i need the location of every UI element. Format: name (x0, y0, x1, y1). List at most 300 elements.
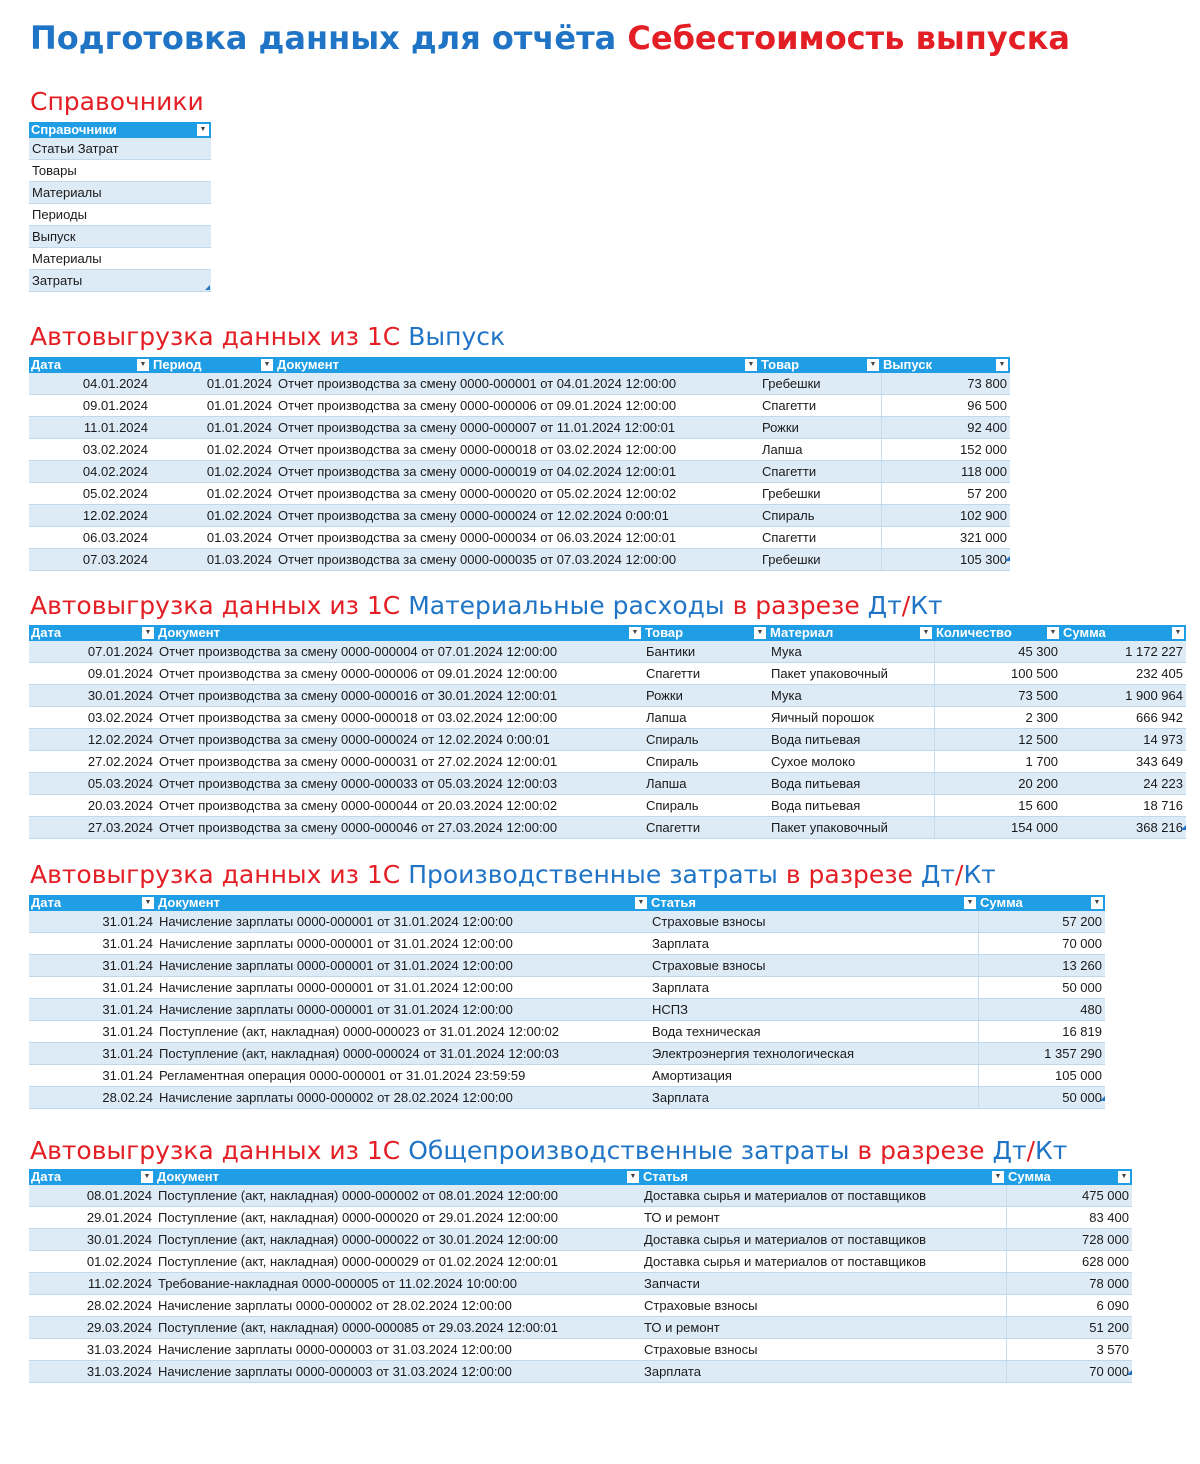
table-cell[interactable]: 73 500 (934, 685, 1061, 707)
materials-heading-dt: Дт (867, 591, 902, 620)
table-cell[interactable]: Спираль (643, 729, 768, 751)
materials-column-header[interactable] (29, 625, 156, 641)
table-cell[interactable]: 666 942 (1061, 707, 1186, 729)
table-row (29, 373, 1010, 395)
table-cell[interactable]: Зарплата (649, 933, 978, 955)
directory-item[interactable]: Выпуск (29, 226, 211, 248)
table-cell[interactable]: Спираль (643, 795, 768, 817)
column-header-label: Документ (157, 1169, 219, 1184)
filter-dropdown-icon[interactable]: ▼ (261, 359, 273, 371)
table-cell[interactable]: Отчет производства за смену 0000-000024 от 12.02.2024 0:00:01 (156, 729, 643, 751)
table-row (29, 773, 1186, 795)
table-cell[interactable]: 152 000 (881, 439, 1010, 461)
column-header-label: Товар (645, 625, 684, 640)
table-cell[interactable]: Начисление зарплаты 0000-000002 от 28.02.2024 12:00:00 (155, 1295, 641, 1317)
table-cell[interactable]: 30.01.2024 (29, 1229, 155, 1251)
table-row (29, 527, 1010, 549)
list-item (29, 182, 211, 204)
table-cell[interactable]: Спагетти (759, 527, 881, 549)
materials-heading-kt: Кт (910, 591, 943, 620)
directory-item[interactable]: Товары (29, 160, 211, 182)
table-cell[interactable]: 480 (978, 999, 1105, 1021)
table-cell[interactable]: 3 570 (1006, 1339, 1132, 1361)
table-row (29, 461, 1010, 483)
filter-dropdown-icon[interactable]: ▼ (996, 359, 1008, 371)
table-cell[interactable]: 105 000 (978, 1065, 1105, 1087)
table-cell[interactable]: Сухое молоко (768, 751, 934, 773)
production-column-header[interactable] (978, 895, 1105, 911)
table-cell[interactable]: Отчет производства за смену 0000-000031 от 27.02.2024 12:00:01 (156, 751, 643, 773)
table-cell[interactable]: Начисление зарплаты 0000-000003 от 31.03.2024 12:00:00 (155, 1339, 641, 1361)
directories-heading: Справочники (30, 87, 204, 116)
table-resize-handle[interactable] (205, 285, 210, 290)
table-cell[interactable]: 27.03.2024 (29, 817, 156, 839)
table-row (29, 1087, 1105, 1109)
table-cell[interactable]: 70 000 (978, 933, 1105, 955)
table-cell[interactable]: 6 090 (1006, 1295, 1132, 1317)
table-cell[interactable]: 01.03.2024 (151, 549, 275, 571)
table-cell[interactable]: Спираль (643, 751, 768, 773)
column-header-label: Статья (643, 1169, 688, 1184)
table-row (29, 955, 1105, 977)
table-cell[interactable]: 1 700 (934, 751, 1061, 773)
table-cell[interactable]: ТО и ремонт (641, 1317, 1006, 1339)
table-row (29, 1021, 1105, 1043)
table-cell[interactable]: 31.03.2024 (29, 1361, 155, 1383)
table-cell[interactable]: Отчет производства за смену 0000-000044 от 20.03.2024 12:00:02 (156, 795, 643, 817)
table-cell[interactable]: 31.01.24 (29, 955, 156, 977)
directories-column-header[interactable]: Справочники ▼ (29, 122, 211, 138)
production-heading-kt: Кт (963, 860, 996, 889)
table-cell[interactable]: 05.03.2024 (29, 773, 156, 795)
column-header-label: Сумма (1063, 625, 1106, 640)
table-row (29, 1273, 1132, 1295)
table-cell[interactable]: Отчет производства за смену 0000-000006 от 09.01.2024 12:00:00 (275, 395, 759, 417)
table-cell[interactable]: Отчет производства за смену 0000-000020 от 05.02.2024 12:00:02 (275, 483, 759, 505)
table-cell[interactable]: Спагетти (759, 395, 881, 417)
overhead-heading-kt: Кт (1035, 1136, 1068, 1165)
table-cell[interactable]: Требование-накладная 0000-000005 от 11.02.2024 10:00:00 (155, 1273, 641, 1295)
overhead-heading (30, 1136, 1067, 1166)
page-title (30, 18, 1070, 58)
table-cell[interactable]: 57 200 (978, 911, 1105, 933)
table-row (29, 641, 1186, 663)
table-cell[interactable]: 01.03.2024 (151, 527, 275, 549)
table-cell[interactable]: 50 000 (978, 977, 1105, 999)
directory-item[interactable]: Периоды (29, 204, 211, 226)
table-row (29, 439, 1010, 461)
table-cell[interactable]: 07.03.2024 (29, 549, 151, 571)
table-cell[interactable]: 57 200 (881, 483, 1010, 505)
list-item (29, 226, 211, 248)
table-cell[interactable]: Отчет производства за смену 0000-000024 от 12.02.2024 0:00:01 (275, 505, 759, 527)
table-row (29, 549, 1010, 571)
table-cell[interactable]: 06.03.2024 (29, 527, 151, 549)
table-cell[interactable]: 04.01.2024 (29, 373, 151, 395)
table-cell[interactable]: 628 000 (1006, 1251, 1132, 1273)
table-cell[interactable]: 83 400 (1006, 1207, 1132, 1229)
column-header-label: Статья (651, 895, 696, 910)
table-cell[interactable]: 08.01.2024 (29, 1185, 155, 1207)
table-cell[interactable]: Зарплата (641, 1361, 1006, 1383)
table-cell[interactable]: Рожки (643, 685, 768, 707)
filter-dropdown-icon[interactable]: ▼ (992, 1171, 1004, 1183)
filter-dropdown-icon[interactable]: ▼ (754, 627, 766, 639)
table-row (29, 707, 1186, 729)
table-cell[interactable]: 13 260 (978, 955, 1105, 977)
table-cell[interactable]: Зарплата (649, 977, 978, 999)
table-cell[interactable]: Вода техническая (649, 1021, 978, 1043)
table-cell[interactable]: 01.02.2024 (151, 439, 275, 461)
table-cell[interactable]: 31.03.2024 (29, 1339, 155, 1361)
table-cell[interactable]: Отчет производства за смену 0000-000046 от 27.03.2024 12:00:00 (156, 817, 643, 839)
filter-dropdown-icon[interactable]: ▼ (629, 627, 641, 639)
column-header-label: Сумма (980, 895, 1023, 910)
table-cell[interactable]: Поступление (акт, накладная) 0000-000020 от 29.01.2024 12:00:00 (155, 1207, 641, 1229)
table-cell[interactable]: 232 405 (1061, 663, 1186, 685)
column-header-label: Материал (770, 625, 834, 640)
filter-dropdown-icon[interactable]: ▼ (142, 627, 154, 639)
table-cell[interactable]: Доставка сырья и материалов от поставщиков (641, 1229, 1006, 1251)
table-cell[interactable]: Амортизация (649, 1065, 978, 1087)
table-cell[interactable]: Поступление (акт, накладная) 0000-000024 от 31.01.2024 12:00:03 (156, 1043, 649, 1065)
materials-table (29, 625, 1186, 839)
column-header-label: Дата (31, 625, 62, 640)
table-row (29, 977, 1105, 999)
table-cell[interactable]: Рожки (759, 417, 881, 439)
production-heading-name: Производственные затраты (408, 860, 778, 889)
output-column-header[interactable] (151, 357, 275, 373)
directory-item[interactable]: Материалы (29, 182, 211, 204)
table-cell[interactable]: Гребешки (759, 483, 881, 505)
table-cell[interactable]: 18 716 (1061, 795, 1186, 817)
filter-dropdown-icon[interactable]: ▼ (1091, 897, 1103, 909)
table-cell[interactable]: 11.02.2024 (29, 1273, 155, 1295)
table-cell[interactable]: 09.01.2024 (29, 663, 156, 685)
table-cell[interactable]: 100 500 (934, 663, 1061, 685)
table-cell[interactable]: 11.01.2024 (29, 417, 151, 439)
table-cell[interactable]: 31.01.24 (29, 933, 156, 955)
table-cell[interactable]: 31.01.24 (29, 911, 156, 933)
table-cell[interactable]: Яичный порошок (768, 707, 934, 729)
table-cell[interactable]: 12.02.2024 (29, 729, 156, 751)
filter-dropdown-icon[interactable]: ▼ (1118, 1171, 1130, 1183)
filter-dropdown-icon[interactable]: ▼ (867, 359, 879, 371)
column-header-label: Документ (158, 895, 220, 910)
table-cell[interactable]: Спагетти (643, 817, 768, 839)
table-cell[interactable]: Отчет производства за смену 0000-000033 от 05.03.2024 12:00:03 (156, 773, 643, 795)
table-cell[interactable]: 01.01.2024 (151, 373, 275, 395)
table-cell[interactable]: 12.02.2024 (29, 505, 151, 527)
table-cell[interactable]: 14 973 (1061, 729, 1186, 751)
table-row (29, 395, 1010, 417)
table-cell[interactable]: Спагетти (759, 461, 881, 483)
production-column-header[interactable] (649, 895, 978, 911)
materials-column-header[interactable] (1061, 625, 1186, 641)
table-cell[interactable]: Вода питьевая (768, 729, 934, 751)
table-cell[interactable]: 2 300 (934, 707, 1061, 729)
materials-heading (30, 591, 943, 621)
filter-dropdown-icon[interactable]: ▼ (137, 359, 149, 371)
table-cell[interactable]: Поступление (акт, накладная) 0000-000023 от 31.01.2024 12:00:02 (156, 1021, 649, 1043)
filter-dropdown-icon[interactable]: ▼ (141, 1171, 153, 1183)
filter-dropdown-icon[interactable]: ▼ (635, 897, 647, 909)
table-cell[interactable]: Пакет упаковочный (768, 817, 934, 839)
table-cell[interactable]: Бантики (643, 641, 768, 663)
table-cell[interactable]: 475 000 (1006, 1185, 1132, 1207)
table-cell[interactable]: 1 172 227 (1061, 641, 1186, 663)
table-row (29, 911, 1105, 933)
table-cell[interactable]: Страховые взносы (641, 1295, 1006, 1317)
table-cell[interactable]: 01.02.2024 (151, 505, 275, 527)
table-cell[interactable]: 92 400 (881, 417, 1010, 439)
table-cell[interactable]: 03.02.2024 (29, 707, 156, 729)
table-cell[interactable]: Страховые взносы (641, 1339, 1006, 1361)
table-cell[interactable]: Спираль (759, 505, 881, 527)
table-resize-handle[interactable] (1127, 1370, 1132, 1375)
output-column-header[interactable] (275, 357, 759, 373)
table-row (29, 685, 1186, 707)
table-cell[interactable]: Поступление (акт, накладная) 0000-000029 от 01.02.2024 12:00:01 (155, 1251, 641, 1273)
table-cell[interactable]: Поступление (акт, накладная) 0000-000085 от 29.03.2024 12:00:01 (155, 1317, 641, 1339)
overhead-heading-name: Общепроизводственные затраты (408, 1136, 850, 1165)
materials-column-header[interactable] (643, 625, 768, 641)
table-cell[interactable]: Отчет производства за смену 0000-000007 от 11.01.2024 12:00:01 (275, 417, 759, 439)
materials-heading-slash: / (901, 591, 911, 620)
column-header-label: Количество (936, 625, 1012, 640)
table-cell[interactable]: Гребешки (759, 373, 881, 395)
table-cell[interactable]: 78 000 (1006, 1273, 1132, 1295)
table-cell[interactable]: Мука (768, 641, 934, 663)
table-cell[interactable]: Доставка сырья и материалов от поставщиков (641, 1185, 1006, 1207)
column-header-label: Дата (31, 1169, 62, 1184)
table-cell[interactable]: 01.01.2024 (151, 417, 275, 439)
table-row (29, 1185, 1132, 1207)
production-heading-slash: / (955, 860, 964, 889)
table-resize-handle[interactable] (1181, 825, 1186, 830)
table-cell[interactable]: 1 357 290 (978, 1043, 1105, 1065)
table-cell[interactable]: 1 900 964 (1061, 685, 1186, 707)
table-cell[interactable]: Начисление зарплаты 0000-000003 от 31.03.2024 12:00:00 (155, 1361, 641, 1383)
table-cell[interactable]: 102 900 (881, 505, 1010, 527)
table-cell[interactable]: 27.02.2024 (29, 751, 156, 773)
table-row (29, 999, 1105, 1021)
overhead-table (29, 1169, 1132, 1383)
filter-dropdown-icon[interactable]: ▼ (142, 897, 154, 909)
table-row (29, 417, 1010, 439)
output-heading-prefix: Автовыгрузка данных из 1С (30, 322, 401, 351)
table-cell[interactable]: Спагетти (643, 663, 768, 685)
column-header-label: Документ (277, 357, 339, 372)
table-cell[interactable]: Отчет производства за смену 0000-000001 от 04.01.2024 12:00:00 (275, 373, 759, 395)
table-cell[interactable]: 154 000 (934, 817, 1061, 839)
table-cell[interactable]: Мука (768, 685, 934, 707)
table-cell[interactable]: Зарплата (649, 1087, 978, 1109)
table-cell[interactable]: Лапша (643, 707, 768, 729)
table-cell[interactable]: 368 216 (1061, 817, 1186, 839)
table-cell[interactable]: 09.01.2024 (29, 395, 151, 417)
production-column-header[interactable] (156, 895, 649, 911)
page-title-report: Себестоимость выпуска (627, 19, 1070, 57)
filter-dropdown-icon[interactable]: ▼ (627, 1171, 639, 1183)
table-cell[interactable]: Лапша (643, 773, 768, 795)
directory-item[interactable]: Статьи Затрат (29, 138, 211, 160)
output-column-header[interactable] (29, 357, 151, 373)
column-header-label: Период (153, 357, 202, 372)
table-cell[interactable]: Начисление зарплаты 0000-000001 от 31.01.2024 12:00:00 (156, 977, 649, 999)
production-heading-prefix: Автовыгрузка данных из 1С (30, 860, 401, 889)
filter-dropdown-icon[interactable]: ▼ (1172, 627, 1184, 639)
table-cell[interactable]: 15 600 (934, 795, 1061, 817)
table-cell[interactable]: Отчет производства за смену 0000-000004 от 07.01.2024 12:00:00 (156, 641, 643, 663)
table-cell[interactable]: Отчет производства за смену 0000-000034 от 06.03.2024 12:00:01 (275, 527, 759, 549)
list-item (29, 248, 211, 270)
table-row (29, 729, 1186, 751)
table-cell[interactable]: 31.01.24 (29, 999, 156, 1021)
table-cell[interactable]: Электроэнергия технологическая (649, 1043, 978, 1065)
table-cell[interactable]: 28.02.24 (29, 1087, 156, 1109)
table-cell[interactable]: Регламентная операция 0000-000001 от 31.01.2024 23:59:59 (156, 1065, 649, 1087)
filter-dropdown-icon[interactable]: ▼ (745, 359, 757, 371)
table-cell[interactable]: Начисление зарплаты 0000-000001 от 31.01.2024 12:00:00 (156, 933, 649, 955)
page-title-main: Подготовка данных для отчёта (30, 19, 617, 57)
table-cell[interactable]: Начисление зарплаты 0000-000001 от 31.01.2024 12:00:00 (156, 955, 649, 977)
table-cell[interactable]: 01.02.2024 (151, 483, 275, 505)
table-cell[interactable]: Отчет производства за смену 0000-000016 от 30.01.2024 12:00:01 (156, 685, 643, 707)
production-table (29, 895, 1105, 1109)
table-cell[interactable]: ТО и ремонт (641, 1207, 1006, 1229)
column-header-label: Выпуск (883, 357, 932, 372)
table-cell[interactable]: Гребешки (759, 549, 881, 571)
table-cell[interactable]: 24 223 (1061, 773, 1186, 795)
column-header-label: Документ (158, 625, 220, 640)
table-cell[interactable]: Отчет производства за смену 0000-000018 от 03.02.2024 12:00:00 (156, 707, 643, 729)
table-cell[interactable]: Лапша (759, 439, 881, 461)
table-cell[interactable]: 20.03.2024 (29, 795, 156, 817)
table-cell[interactable]: 01.02.2024 (151, 461, 275, 483)
filter-dropdown-icon[interactable]: ▼ (197, 124, 209, 136)
list-item (29, 204, 211, 226)
table-cell[interactable]: 20 200 (934, 773, 1061, 795)
table-cell[interactable]: 96 500 (881, 395, 1010, 417)
table-row (29, 1207, 1132, 1229)
directory-item[interactable]: Затраты (29, 270, 211, 292)
table-cell[interactable]: Отчет производства за смену 0000-000006 от 09.01.2024 12:00:00 (156, 663, 643, 685)
table-cell[interactable]: 51 200 (1006, 1317, 1132, 1339)
table-cell[interactable]: Начисление зарплаты 0000-000001 от 31.01.2024 12:00:00 (156, 999, 649, 1021)
table-row (29, 663, 1186, 685)
table-cell[interactable]: 50 000 (978, 1087, 1105, 1109)
table-cell[interactable]: 31.01.24 (29, 977, 156, 999)
table-cell[interactable]: Поступление (акт, накладная) 0000-000002 от 08.01.2024 12:00:00 (155, 1185, 641, 1207)
table-cell[interactable]: 28.02.2024 (29, 1295, 155, 1317)
overhead-heading-prefix: Автовыгрузка данных из 1С (30, 1136, 401, 1165)
overhead-column-header[interactable] (641, 1169, 1006, 1185)
table-cell[interactable]: 31.01.24 (29, 1043, 156, 1065)
table-cell[interactable]: Начисление зарплаты 0000-000002 от 28.02.2024 12:00:00 (156, 1087, 649, 1109)
table-cell[interactable]: Начисление зарплаты 0000-000001 от 31.01.2024 12:00:00 (156, 911, 649, 933)
table-cell[interactable]: 31.01.24 (29, 1065, 156, 1087)
table-cell[interactable]: Поступление (акт, накладная) 0000-000022 от 30.01.2024 12:00:00 (155, 1229, 641, 1251)
table-cell[interactable]: 728 000 (1006, 1229, 1132, 1251)
table-cell[interactable]: НСПЗ (649, 999, 978, 1021)
list-item (29, 138, 211, 160)
filter-dropdown-icon[interactable]: ▼ (964, 897, 976, 909)
table-row (29, 933, 1105, 955)
materials-column-header[interactable] (156, 625, 643, 641)
table-cell[interactable]: Пакет упаковочный (768, 663, 934, 685)
table-cell[interactable]: 29.01.2024 (29, 1207, 155, 1229)
table-cell[interactable]: 30.01.2024 (29, 685, 156, 707)
table-cell[interactable]: Страховые взносы (649, 955, 978, 977)
table-cell[interactable]: 01.02.2024 (29, 1251, 155, 1273)
table-cell[interactable]: Отчет производства за смену 0000-000018 от 03.02.2024 12:00:00 (275, 439, 759, 461)
table-row (29, 505, 1010, 527)
table-resize-handle[interactable] (1005, 556, 1010, 561)
filter-dropdown-icon[interactable]: ▼ (920, 627, 932, 639)
table-row (29, 1251, 1132, 1273)
table-cell[interactable]: Отчет производства за смену 0000-000019 от 04.02.2024 12:00:01 (275, 461, 759, 483)
filter-dropdown-icon[interactable]: ▼ (1047, 627, 1059, 639)
production-column-header[interactable] (29, 895, 156, 911)
output-column-header[interactable] (881, 357, 1010, 373)
table-cell[interactable]: 12 500 (934, 729, 1061, 751)
table-cell[interactable]: Отчет производства за смену 0000-000035 от 07.03.2024 12:00:00 (275, 549, 759, 571)
overhead-heading-mid: в разрезе (857, 1136, 985, 1165)
table-cell[interactable]: 321 000 (881, 527, 1010, 549)
table-cell[interactable]: 01.01.2024 (151, 395, 275, 417)
materials-column-header[interactable] (768, 625, 934, 641)
table-cell[interactable]: 73 800 (881, 373, 1010, 395)
overhead-column-header[interactable] (155, 1169, 641, 1185)
list-item (29, 160, 211, 182)
materials-column-header[interactable] (934, 625, 1061, 641)
table-cell[interactable]: 07.01.2024 (29, 641, 156, 663)
table-cell[interactable]: 16 819 (978, 1021, 1105, 1043)
directory-item[interactable]: Материалы (29, 248, 211, 270)
overhead-column-header[interactable] (1006, 1169, 1132, 1185)
table-cell[interactable]: Страховые взносы (649, 911, 978, 933)
table-cell[interactable]: 31.01.24 (29, 1021, 156, 1043)
table-cell[interactable]: 05.02.2024 (29, 483, 151, 505)
table-cell[interactable]: 105 300 (881, 549, 1010, 571)
table-resize-handle[interactable] (1100, 1096, 1105, 1101)
table-cell[interactable]: 03.02.2024 (29, 439, 151, 461)
table-row (29, 1229, 1132, 1251)
materials-heading-prefix: Автовыгрузка данных из 1С (30, 591, 401, 620)
production-heading (30, 860, 996, 890)
table-cell[interactable]: 70 000 (1006, 1361, 1132, 1383)
table-cell[interactable]: Запчасти (641, 1273, 1006, 1295)
table-cell[interactable]: 29.03.2024 (29, 1317, 155, 1339)
overhead-heading-slash: / (1026, 1136, 1036, 1165)
output-column-header[interactable] (759, 357, 881, 373)
output-table (29, 357, 1010, 571)
overhead-column-header[interactable] (29, 1169, 155, 1185)
table-cell[interactable]: 45 300 (934, 641, 1061, 663)
table-cell[interactable]: 118 000 (881, 461, 1010, 483)
overhead-heading-dt: Дт (992, 1136, 1027, 1165)
table-cell[interactable]: Вода питьевая (768, 795, 934, 817)
production-heading-dt: Дт (920, 860, 955, 889)
table-cell[interactable]: 343 649 (1061, 751, 1186, 773)
column-header-label: Дата (31, 357, 62, 372)
table-cell[interactable]: Вода питьевая (768, 773, 934, 795)
table-cell[interactable]: Доставка сырья и материалов от поставщиков (641, 1251, 1006, 1273)
table-cell[interactable]: 04.02.2024 (29, 461, 151, 483)
table-row (29, 795, 1186, 817)
table-row (29, 1317, 1132, 1339)
